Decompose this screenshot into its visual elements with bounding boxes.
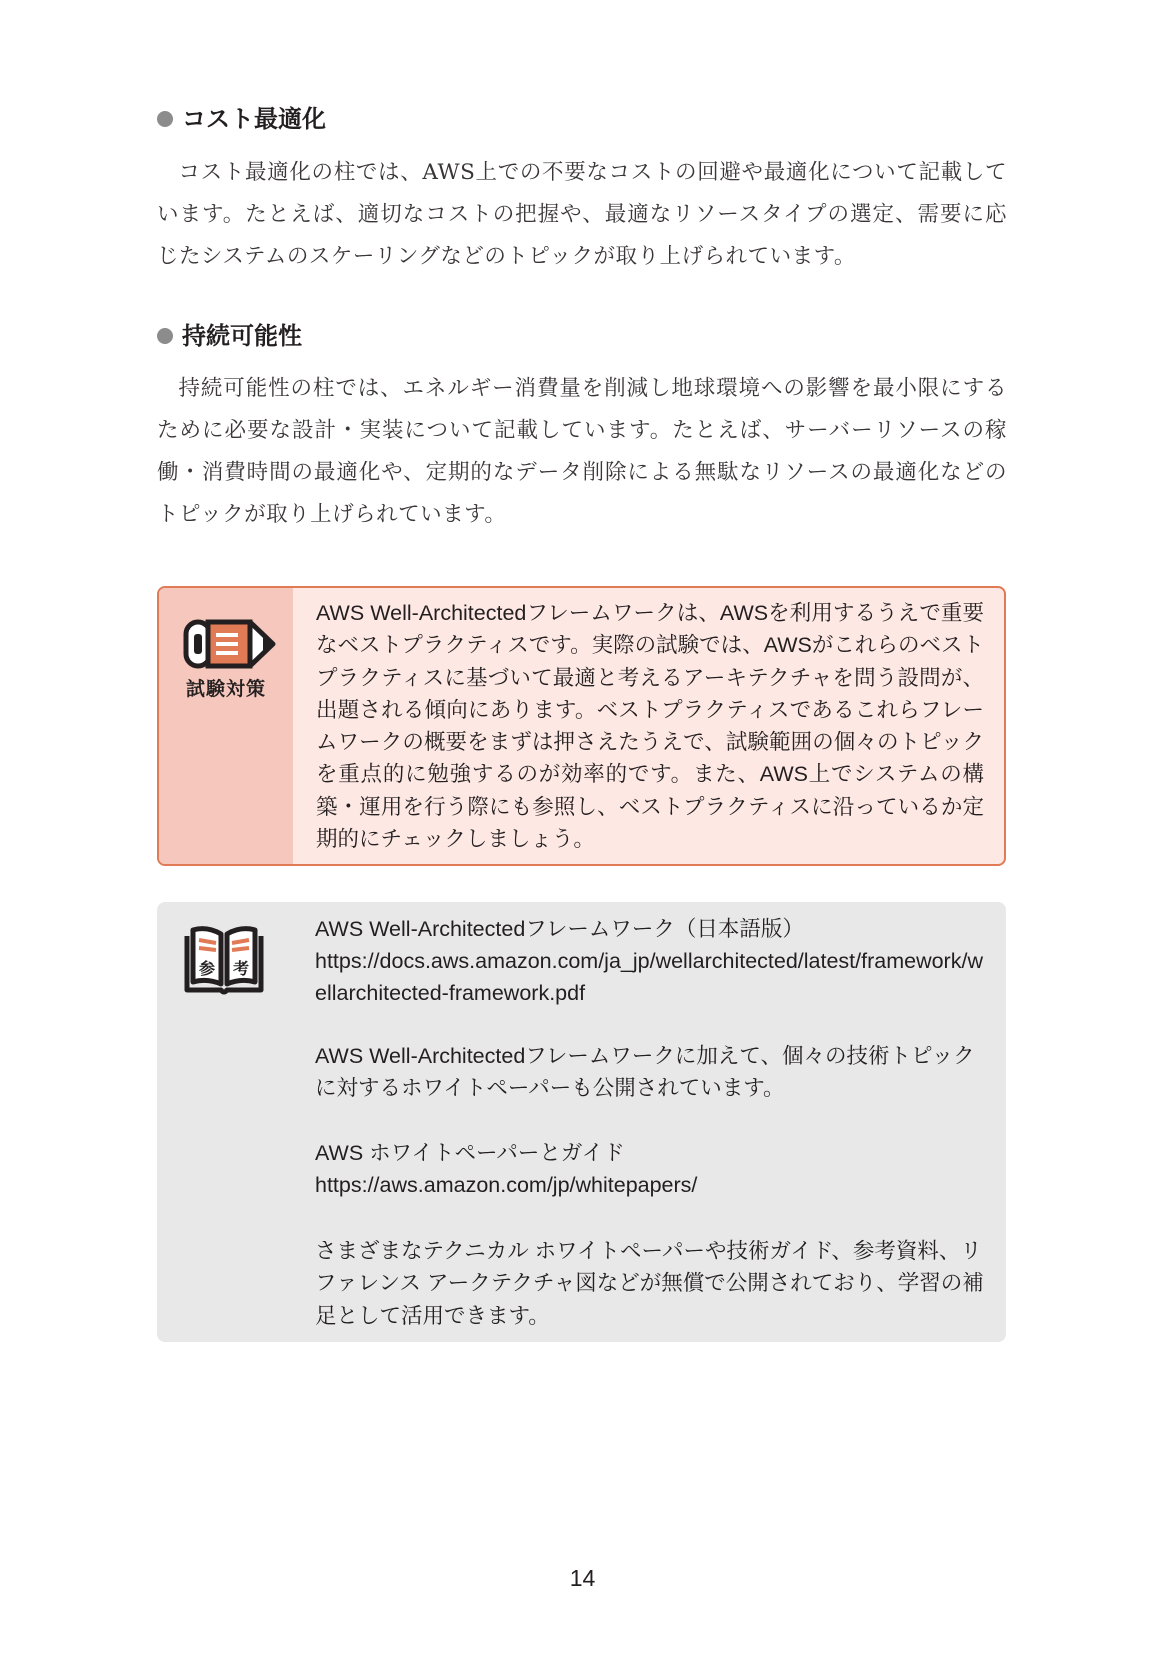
reference-1-url[interactable]: https://docs.aws.amazon.com/ja_jp/wellarchitected/latest/framework/wellarchitected-framework.pdf (315, 949, 983, 1006)
section-heading-sustainability (157, 321, 302, 351)
reference-2-url[interactable]: https://aws.amazon.com/jp/whitepapers/ (315, 1173, 698, 1197)
book-icon (183, 924, 265, 996)
reference-2-title: AWS ホワイトペーパーとガイド (315, 1141, 625, 1165)
book-icon-right-char: 考 (232, 959, 250, 978)
section-heading-text: コスト最適化 (182, 105, 326, 133)
exam-tip-sidebar (159, 588, 293, 864)
section-heading-cost-optimization (157, 104, 326, 134)
reference-box (157, 902, 1006, 1342)
page-number: 14 (569, 1565, 596, 1591)
section-body-sustainability: 持続可能性の柱では、エネルギー消費量を削減し地球環境への影響を最小限にするために必要な設計・実装について記載しています。たとえば、サーバーリソースの稼働・消費時間の最適化や、定期的なデータ削除による無駄なリソースの最適化などのトピックが取り上げられています。 (157, 376, 1007, 527)
reference-1-title: AWS Well-Architectedフレームワーク（日本語版） (315, 917, 804, 941)
exam-tip-text: AWS Well-Architectedフレームワークは、AWSを利用するうえで重要なベストプラクティスです。実際の試験では、AWSがこれらのベストプラクティスに基づいて最適と考えるアーキテクチャを問う設問が、出題される傾向にあります。ベストプラクティスであるこれらフレームワークの概要をまずは押さえたうえで、試験範囲の個々のトピックを重点的に勉強するのが効率的です。また、AWS上でシステムの構築・運用を行う際にも参照し、ベストプラクティスに沿っているか定期的にチェックしましょう。 (316, 601, 984, 852)
book-icon-left-char: 参 (198, 959, 216, 978)
pencil-icon (183, 618, 277, 670)
bullet-icon (157, 111, 173, 127)
reference-note-2: さまざまなテクニカル ホワイトペーパーや技術ガイド、参考資料、リファレンス アークテクチャ図などが無償で公開されており、学習の補足として活用できます。 (315, 1239, 984, 1328)
section-heading-text: 持続可能性 (182, 322, 302, 350)
bullet-icon (157, 328, 173, 344)
exam-tip-box (157, 586, 1006, 866)
section-body-cost-optimization: コスト最適化の柱では、AWS上での不要なコストの回避や最適化について記載しています。たとえば、適切なコストの把握や、最適なリソースタイプの選定、需要に応じたシステムのスケーリングなどのトピックが取り上げられています。 (157, 160, 1007, 269)
exam-tip-label: 試験対策 (185, 678, 266, 700)
reference-note-1: AWS Well-Architectedフレームワークに加えて、個々の技術トピックに対するホワイトペーパーも公開されています。 (315, 1044, 975, 1101)
